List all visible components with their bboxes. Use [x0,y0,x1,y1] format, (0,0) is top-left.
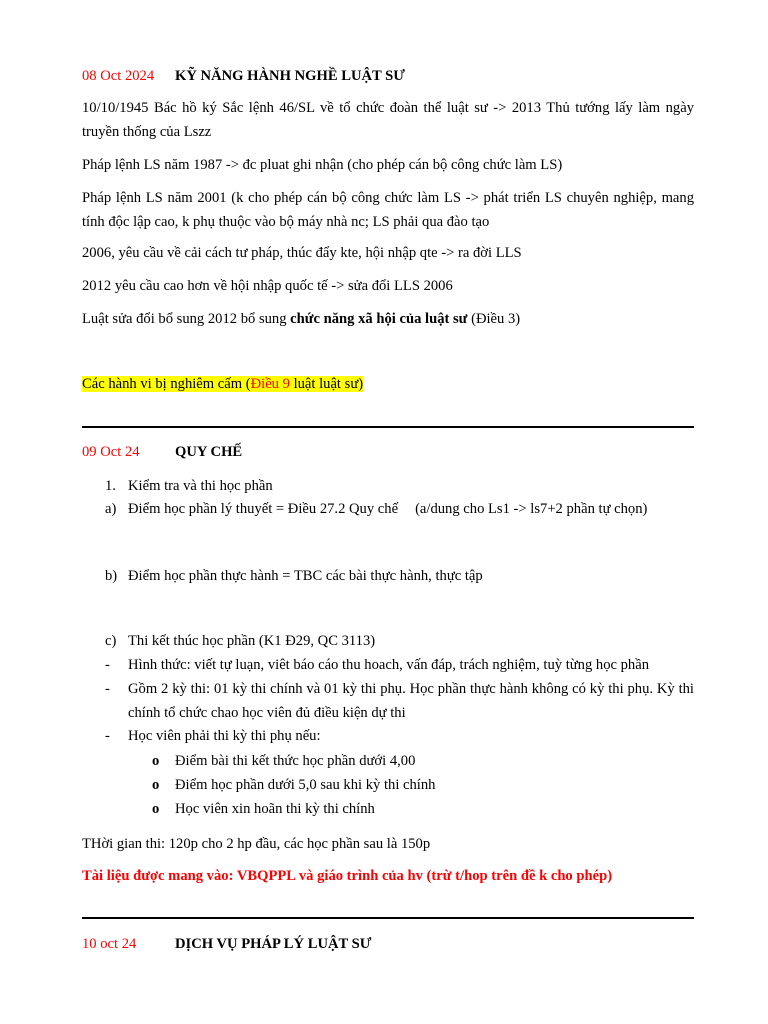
section-title: QUY CHẾ [175,444,243,460]
list-item: Thi kết thúc học phần (K1 Đ29, QC 3113) [128,633,376,649]
sub-bullet-marker: o [152,753,160,769]
exam-time-note: THời gian thi: 120p cho 2 hp đầu, các học phần sau là 150p [82,836,431,852]
materials-note: Tài liệu được mang vào: VBQPPL và giáo trình của hv (trừ t/hop trên đề k cho phép) [82,868,613,884]
amendment-prefix: Luật sửa đổi bổ sung 2012 bổ sung [82,311,291,327]
dash-marker: - [105,728,110,744]
section-divider [82,917,694,919]
list-marker: a) [105,501,117,517]
list-marker: c) [105,633,117,649]
list-marker: b) [105,568,118,584]
paragraph: Pháp lệnh LS năm 2001 (k cho phép cán bộ công chức làm LS -> phát triển LS chuyên nghiệp, mang tính độc lập cao, k phụ thuộc vào bộ máy nhà nc; LS phải qua đào tạo [82,190,694,230]
section-heading [82,932,694,956]
paragraph: 2012 yêu cầu cao hơn về hội nhập quốc tế -> sửa đổi LLS 2006 [82,278,453,294]
amendment-suffix: (Điều 3) [467,311,521,327]
section-date: 10 oct 24 [82,936,137,952]
list-item: Điểm học phần thực hành = TBC các bài thực hành, thực tập [128,568,483,584]
highlighted-paragraph [82,372,694,396]
sub-bullet-item: Học viên xin hoãn thi kỳ thi chính [175,801,375,817]
section-date: 08 Oct 2024 [82,68,155,84]
list-item: Kiểm tra và thi học phần [128,478,273,494]
highlight-prefix: Các hành vi bị nghiêm cấm ( [82,376,251,392]
highlight-article: Điều 9 [250,376,290,392]
sub-bullet-marker: o [152,801,160,817]
dash-item: Gồm 2 kỳ thi: 01 kỳ thi chính và 01 kỳ thi phụ. Học phần thực hành không có kỳ thi phụ. Kỳ thi chính tổ chức chao học viên đủ điều kiện dự thi [128,681,694,721]
sub-bullet-marker: o [152,777,160,793]
dash-item: Hình thức: viết tự luạn, viêt báo cáo thu hoach, vấn đáp, trách nghiệm, tuỳ từng học phần [128,657,649,673]
amendment-bold: chức năng xã hội của luật sư [290,311,468,327]
section-title: KỸ NĂNG HÀNH NGHỀ LUẬT SƯ [175,68,405,84]
highlight-suffix: luật luật sư) [289,376,364,392]
section-date: 09 Oct 24 [82,444,140,460]
amendment-paragraph [82,307,694,331]
dash-item: Học viên phải thi kỳ thi phụ nếu: [128,728,321,744]
paragraph: 2006, yêu cầu về cải cách tư pháp, thúc đẩy kte, hội nhập qte -> ra đời LLS [82,245,522,261]
sub-bullet-item: Điểm học phần dưới 5,0 sau khi kỳ thi chính [175,777,436,793]
section-title: DỊCH VỤ PHÁP LÝ LUẬT SƯ [175,936,372,952]
dash-marker: - [105,657,110,673]
section-divider [82,426,694,428]
paragraph: Pháp lệnh LS năm 1987 -> đc pluat ghi nhận (cho phép cán bộ công chức làm LS) [82,157,563,173]
section-heading [82,440,694,464]
item-note: (a/dung cho Ls1 -> ls7+2 phần tự chọn) [415,501,648,517]
dash-marker: - [105,681,110,697]
highlight-text [82,376,363,392]
paragraph: 10/10/1945 Bác hồ ký Sắc lệnh 46/SL về tổ chức đoàn thể luật sư -> 2013 Thủ tướng lấy làm ngày truyền thống của Lszz [82,100,694,140]
list-item [128,497,647,521]
list-marker: 1. [105,478,116,494]
section-heading [82,64,694,88]
sub-bullet-item: Điểm bài thi kết thức học phần dưới 4,00 [175,753,416,769]
item-text: Điểm học phần lý thuyết = Điều 27.2 Quy chế [128,501,399,517]
